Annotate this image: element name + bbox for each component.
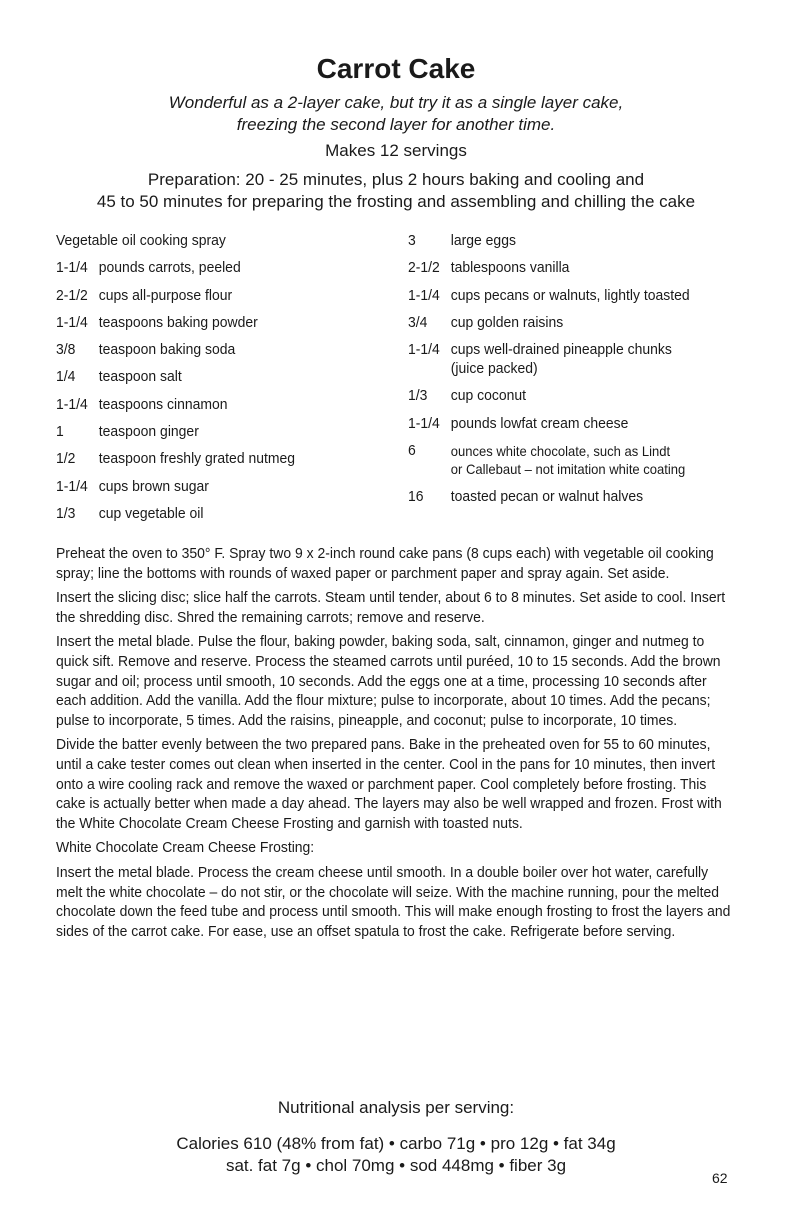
ingredient	[408, 232, 690, 250]
recipe-title: Carrot Cake	[316, 53, 476, 84]
ingredient-text: teaspoon salt	[98, 368, 182, 386]
ingredient	[56, 478, 295, 496]
ingredient-qty: 3/4	[408, 313, 428, 331]
ingredient-qty: 2-1/2	[56, 286, 88, 304]
nutrition-line-2: sat. fat 7g • chol 70mg • sod 448mg • fiber 3g	[225, 1156, 567, 1175]
ingredient-text: pounds lowfat cream cheese	[450, 414, 629, 432]
preparation-line-2: 45 to 50 minutes for preparing the frosting and assembling and chilling the cake	[96, 192, 696, 211]
ingredient-qty: 2-1/2	[408, 259, 440, 277]
page-number: 62	[712, 1170, 728, 1186]
ingredient-qty: 3/8	[56, 341, 76, 359]
ingredient	[56, 450, 295, 468]
ingredient-text: tablespoons vanilla	[450, 259, 570, 277]
ingredient-qty: 6	[408, 442, 416, 460]
ingredient-text: cups all-purpose flour	[98, 286, 233, 304]
frosting-heading: White Chocolate Cream Cheese Frosting:	[56, 839, 315, 857]
ingredient-text: cups pecans or walnuts, lightly toasted	[450, 286, 690, 304]
ingredient-qty: 1/3	[408, 387, 428, 405]
instruction-paragraph: Insert the metal blade. Pulse the flour, baking powder, baking soda, salt, cinnamon, ginger and nutmeg to quick sift. Remove and reserve. Process the steamed carrots until puréed, 10 to 15 seconds. Add the brown sugar and oil; process until smooth, 10 seconds. Add the eggs one at a time, processing 10 seconds after each addition. Add the vanilla. Add the flour mixture; pulse to incorporate, about 10 times. Add the pecans; pulse to incorporate, 5 times. Add the raisins, pineapple, and coconut; pulse to incorporate, 10 times.	[56, 633, 721, 729]
ingredient-qty: 1/3	[56, 504, 76, 522]
ingredient	[408, 287, 690, 305]
ingredient	[56, 423, 295, 441]
ingredient	[56, 368, 295, 386]
instructions	[56, 544, 735, 946]
recipe-subtitle	[0, 92, 792, 136]
ingredient-qty: 1-1/4	[408, 286, 440, 304]
instruction-paragraph: Preheat the oven to 350° F. Spray two 9 x 2-inch round cake pans (8 cups each) with vegetable oil cooking spray; line the bottoms with rounds of waxed paper or parchment paper and spray again. Set aside.	[56, 545, 714, 582]
ingredient-text	[451, 341, 672, 378]
nutrition-heading: Nutritional analysis per serving:	[277, 1098, 515, 1117]
ingredient	[56, 341, 295, 359]
ingredient-qty: 1-1/4	[56, 313, 88, 331]
ingredient-text	[451, 442, 686, 479]
ingredient-text-line: cups well-drained pineapple chunks	[450, 341, 672, 359]
ingredient	[56, 232, 295, 250]
ingredient	[408, 341, 690, 378]
ingredient-text: cup vegetable oil	[98, 504, 204, 522]
ingredient-text: teaspoon freshly grated nutmeg	[98, 450, 295, 468]
ingredient-text: pounds carrots, peeled	[98, 259, 241, 277]
ingredient-text: teaspoon ginger	[98, 423, 199, 441]
ingredient	[56, 287, 295, 305]
ingredient-qty: 1/4	[56, 368, 76, 386]
ingredient	[56, 505, 295, 523]
ingredient-qty: 16	[408, 488, 424, 506]
ingredient-text: cups brown sugar	[98, 477, 209, 495]
ingredient	[56, 259, 295, 277]
ingredient-text-line: or Callebaut – not imitation white coating	[450, 461, 686, 478]
nutrition-line-1: Calories 610 (48% from fat) • carbo 71g • pro 12g • fat 34g	[176, 1134, 616, 1153]
ingredient-text: cup golden raisins	[450, 313, 564, 331]
ingredient-text: cup coconut	[450, 387, 527, 405]
ingredients-right-column	[408, 232, 690, 516]
preparation-line-1: Preparation: 20 - 25 minutes, plus 2 hours baking and cooling and	[147, 170, 645, 189]
ingredient-qty: 3	[408, 232, 416, 249]
ingredient-text: teaspoons baking powder	[98, 313, 258, 331]
ingredient	[56, 314, 295, 332]
ingredient	[408, 259, 690, 277]
ingredient-text: teaspoons cinnamon	[98, 395, 228, 413]
ingredient-text: large eggs	[450, 232, 516, 249]
ingredient-qty: 1-1/4	[56, 395, 88, 413]
ingredient-text: Vegetable oil cooking spray	[56, 232, 226, 249]
ingredient-qty: 1-1/4	[56, 477, 88, 495]
ingredient-text: teaspoon baking soda	[98, 341, 236, 359]
subtitle-line-2: freezing the second layer for another time.	[236, 115, 556, 134]
instruction-paragraph: Divide the batter evenly between the two prepared pans. Bake in the preheated oven for 55 to 60 minutes, until a cake tester comes out clean when inserted in the center. Cool in the pans for 10 minutes, then invert onto a wire cooling rack and remove the waxed or parchment paper. Cool completely before frosting. This cake is actually better when made a day ahead. The layers may also be well wrapped and frozen. Frost with the White Chocolate Cream Cheese Frosting and garnish with toasted nuts.	[56, 736, 722, 832]
ingredient	[408, 314, 690, 332]
ingredient	[408, 442, 690, 479]
ingredient-qty: 1/2	[56, 450, 76, 468]
servings: Makes 12 servings	[325, 141, 467, 160]
ingredient	[408, 488, 690, 506]
ingredients-left-column	[56, 232, 295, 532]
instruction-paragraph: Insert the slicing disc; slice half the carrots. Steam until tender, about 6 to 8 minutes. Set aside to cool. Insert the shredding disc. Shred the remaining carrots; remove and reserve.	[56, 589, 726, 626]
ingredient-qty: 1-1/4	[56, 259, 88, 277]
ingredient	[56, 396, 295, 414]
ingredient-text: toasted pecan or walnut halves	[450, 488, 644, 506]
ingredient-text-line: (juice packed)	[450, 360, 538, 378]
ingredient-qty: 1-1/4	[408, 414, 440, 432]
instruction-paragraph: Insert the metal blade. Process the cream cheese until smooth. In a double boiler over hot water, carefully melt the white chocolate – do not stir, or the chocolate will seize. With the machine running, pour the melted chocolate down the feed tube and process until smooth. This will make enough frosting to frost the layers and sides of the carrot cake. For ease, use an offset spatula to frost the cake. Refrigerate before serving.	[56, 863, 731, 940]
ingredient	[408, 387, 690, 405]
ingredient-text-line: ounces white chocolate, such as Lindt	[450, 443, 671, 460]
ingredient-qty: 1	[56, 423, 64, 441]
subtitle-line-1: Wonderful as a 2-layer cake, but try it as a single layer cake,	[168, 93, 624, 112]
ingredient-qty: 1-1/4	[408, 341, 440, 359]
ingredient	[408, 415, 690, 433]
